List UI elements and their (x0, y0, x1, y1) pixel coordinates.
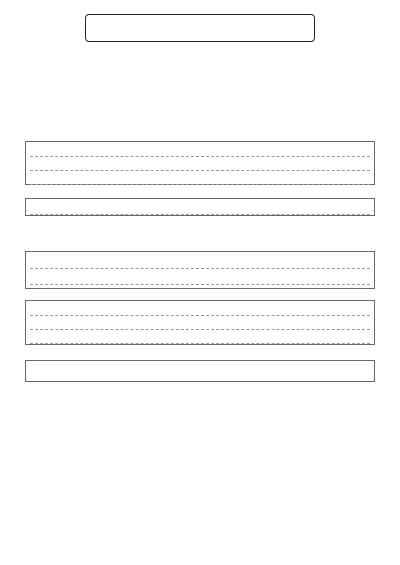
name-address-row (25, 360, 375, 382)
